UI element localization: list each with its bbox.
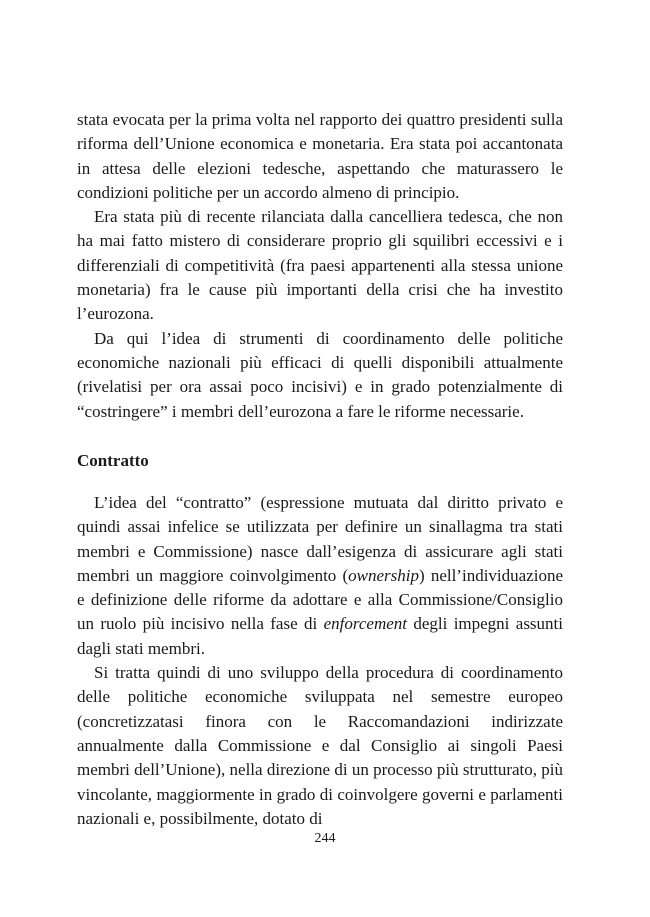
paragraph-contratto <box>77 491 563 661</box>
paragraph-sviluppo: Si tratta quindi di uno sviluppo della procedura di coordinamento delle politiche economiche sviluppata nel semestre europeo (concretizzatasi finora con le Raccomandazioni indirizzate annualmente dalla Commissione e dal Consiglio ai singoli Paesi membri dell’Unione), nella direzione di un processo più strutturato, più vincolante, maggiormente in grado di coinvolgere governi e parlamenti nazionali e, possibilmente, dotato di <box>77 663 563 828</box>
italic-enforcement: enforcement <box>323 614 407 634</box>
page-number: 244 <box>314 831 336 846</box>
text-block-intro <box>77 108 563 424</box>
paragraph-contratto-text-3: degli impegni assunti dagli stati membri. <box>77 614 563 658</box>
italic-ownership: ownership <box>348 565 419 585</box>
paragraph-contratto-text-2: ) nell’individuazione e definizione delle riforme da adottare e alla Commissione/Consiglio un ruolo più incisivo nella fase di <box>77 565 563 634</box>
text-block-contratto <box>77 491 563 831</box>
section-heading: Contratto <box>77 451 149 470</box>
paragraph-strumenti: Da qui l’idea di strumenti di coordinamento delle politiche economiche nazionali più efficaci di quelli disponibili attualmente (rivelatisi per ora assai poco incisivi) e in grado potenzialmente di “costringere” i membri dell’eurozona a fare le riforme necessarie. <box>77 328 563 421</box>
paragraph-cancelliera: Era stata più di recente rilanciata dalla cancelliera tedesca, che non ha mai fatto mistero di considerare proprio gli squilibri eccessivi e i differenziali di competitività (fra paesi appartenenti alla stessa unione monetaria) fra le cause più importanti della crisi che ha investito l’eurozona. <box>77 207 563 324</box>
paragraph-contratto-text-1: L’idea del “contratto” (espressione mutuata dal diritto privato e quindi assai infelice se utilizzata per definire un sinallagma tra stati membri e Commissione) nasce dall’esigenza di assicurare agli stati membri un maggiore coinvolgimento ( <box>77 493 563 585</box>
paragraph-continuation: stata evocata per la prima volta nel rapporto dei quattro presidenti sulla riforma dell’Unione economica e monetaria. Era stata poi accantonata in attesa delle elezioni tedesche, aspettando che maturassero le condizioni politiche per un accordo almeno di principio. <box>77 110 563 202</box>
